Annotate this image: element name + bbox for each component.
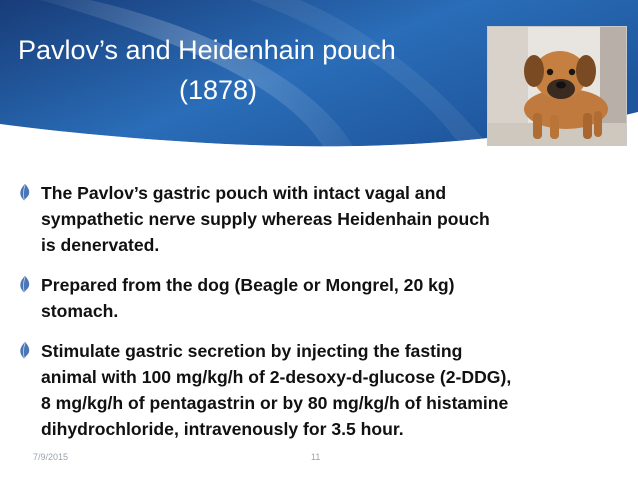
bullet-line: The Pavlov’s gastric pouch with intact vagal and (41, 183, 447, 203)
bullet-line: sympathetic nerve supply whereas Heidenhain pouch (41, 209, 490, 229)
bullet-line: dihydrochloride, intravenously for 3.5 hour. (41, 419, 404, 439)
bullet-line: is denervated. (41, 235, 160, 255)
bullet-line: stomach. (41, 301, 119, 321)
footer-date: 7/9/2015 (33, 452, 69, 462)
leaf-bullet-icon (19, 276, 30, 293)
slide-title-line-1: Pavlov’s and Heidenhain pouch (18, 35, 396, 65)
leaf-bullet-icon (19, 342, 30, 359)
slide-title (18, 30, 478, 110)
puppy-image (488, 27, 626, 145)
bullet-line: animal with 100 mg/kg/h of 2-desoxy-d-glucose (2-DDG), (41, 367, 512, 387)
bullet-line: 8 mg/kg/h of pentagastrin or by 80 mg/kg/h of histamine (41, 393, 509, 413)
puppy-photo (487, 26, 627, 146)
slide-title-line-2: (1878) (179, 75, 258, 105)
leaf-bullet-icon (19, 184, 30, 201)
bullet-item-pavlov (19, 180, 619, 258)
footer-page-number: 11 (311, 452, 321, 462)
bullet-item-preparation (19, 272, 619, 324)
bullet-line: Prepared from the dog (Beagle or Mongrel, 20 kg) (41, 275, 455, 295)
bullet-list (19, 180, 619, 456)
bullet-item-stimulation (19, 338, 619, 442)
bullet-line: Stimulate gastric secretion by injecting the fasting (41, 341, 463, 361)
